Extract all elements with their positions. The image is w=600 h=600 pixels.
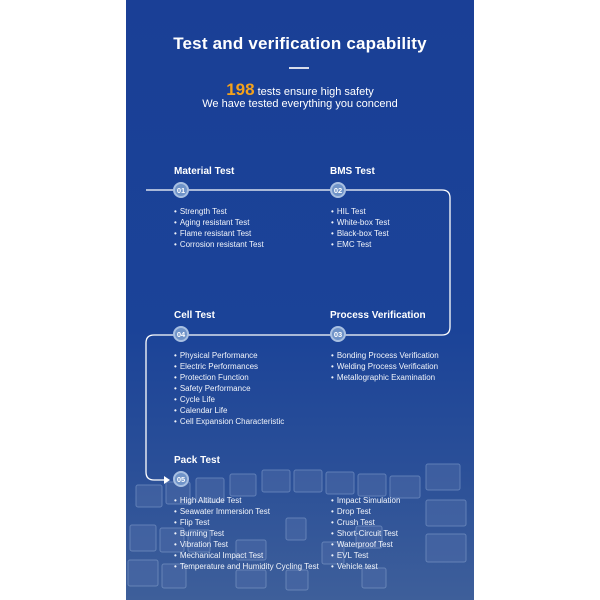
list-item: • Crush Test xyxy=(331,517,400,528)
section-title-process-verification: Process Verification xyxy=(330,310,426,321)
subtitle: We have tested everything you concend xyxy=(202,98,398,110)
list-item: • EVL Test xyxy=(331,550,400,561)
list-item: • Cell Expansion Characteristic xyxy=(174,416,284,427)
step-badge-03: 03 xyxy=(330,326,346,342)
tests-count: 198 xyxy=(226,80,255,99)
list-item: • Impact Simulation xyxy=(331,495,400,506)
list-item: • Drop Test xyxy=(331,506,400,517)
section-title-material-test: Material Test xyxy=(174,166,235,177)
section-title-pack-test: Pack Test xyxy=(174,455,220,466)
list-item: • EMC Test xyxy=(331,239,390,250)
material-test-list xyxy=(174,206,264,250)
list-item: • Physical Performance xyxy=(174,350,284,361)
cell-test-list xyxy=(174,350,284,427)
list-item: • Flame resistant Test xyxy=(174,228,264,239)
list-item: • Safety Performance xyxy=(174,383,284,394)
list-item: • Electric Performances xyxy=(174,361,284,372)
section-title-cell-test: Cell Test xyxy=(174,310,215,321)
list-item: • Aging resistant Test xyxy=(174,217,264,228)
list-item: • Protection Function xyxy=(174,372,284,383)
list-item: • Vehicle test xyxy=(331,561,400,572)
process-verification-list xyxy=(331,350,439,383)
list-item: • Waterproof Test xyxy=(331,539,400,550)
list-item: • Strength Test xyxy=(174,206,264,217)
step-badge-04: 04 xyxy=(173,326,189,342)
list-item: • Corrosion resistant Test xyxy=(174,239,264,250)
list-item: • Calendar Life xyxy=(174,405,284,416)
pack-test-list-right xyxy=(331,495,400,572)
list-item: • Burning Test xyxy=(174,528,319,539)
list-item: • Black-box Test xyxy=(331,228,390,239)
list-item: • Vibration Test xyxy=(174,539,319,550)
list-item: • Flip Test xyxy=(174,517,319,528)
list-item: • Bonding Process Verification xyxy=(331,350,439,361)
list-item: • White-box Test xyxy=(331,217,390,228)
list-item: • Metallographic Examination xyxy=(331,372,439,383)
list-item: • Mechanical Impact Test xyxy=(174,550,319,561)
test-capability-panel xyxy=(126,0,474,600)
list-item: • Temperature and Humidity Cycling Test xyxy=(174,561,319,572)
pack-test-list-left xyxy=(174,495,319,572)
page-title: Test and verification capability xyxy=(173,34,427,53)
step-badge-01: 01 xyxy=(173,182,189,198)
list-item: • Welding Process Verification xyxy=(331,361,439,372)
list-item: • High Altitude Test xyxy=(174,495,319,506)
list-item: • HIL Test xyxy=(331,206,390,217)
bms-test-list xyxy=(331,206,390,250)
list-item: • Short-Circuit Test xyxy=(331,528,400,539)
step-badge-02: 02 xyxy=(330,182,346,198)
step-badge-05: 05 xyxy=(173,471,189,487)
list-item: • Seawater Immersion Test xyxy=(174,506,319,517)
list-item: • Cycle Life xyxy=(174,394,284,405)
tests-count-text: tests ensure high safety xyxy=(257,86,374,98)
section-title-bms-test: BMS Test xyxy=(330,166,375,177)
